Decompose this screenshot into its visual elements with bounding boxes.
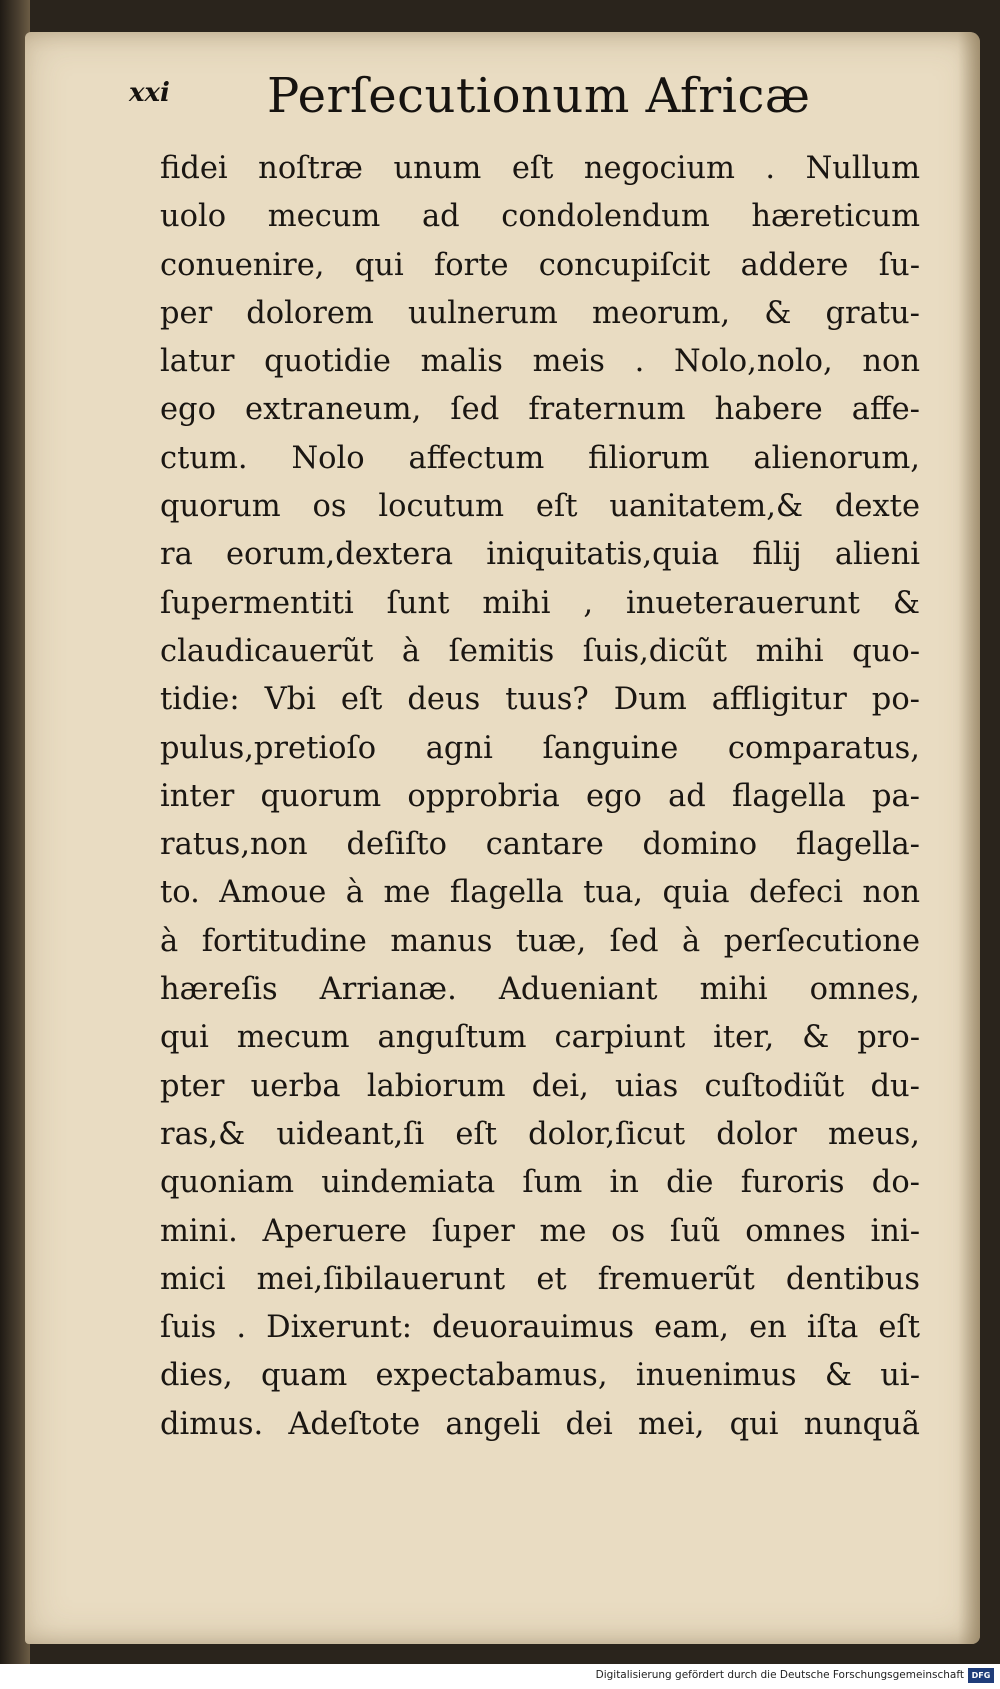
- dfg-logo: DFG: [968, 1668, 994, 1683]
- text-line: to. Amoue à me flagella tua, quia defeci non: [160, 875, 920, 911]
- text-line: mici mei,ſibilauerunt et fremuerũt dentibus: [160, 1261, 920, 1297]
- footer-bar: [0, 1664, 1000, 1689]
- text-line: pulus,pretioſo agni ſanguine comparatus,: [160, 730, 920, 766]
- text-line: latur quotidie malis meis . Nolo,nolo, non: [160, 344, 920, 380]
- text-line: hæreſis Arrianæ. Adueniant mihi omnes,: [160, 972, 920, 1008]
- text-line: dies, quam expectabamus, inuenimus & ui-: [160, 1358, 920, 1394]
- text-line: quorum os locutum eſt uanitatem,& dexte: [160, 489, 920, 525]
- text-line: fidei noſtræ unum eſt negocium . Nullum: [160, 151, 920, 186]
- footer-credit: Digitalisierung gefördert durch die Deutsche Forschungsgemeinschaft: [595, 1669, 964, 1681]
- text-line: tidie: Vbi eſt deus tuus? Dum affligitur po-: [160, 682, 920, 718]
- text-line: ra eorum,dextera iniquitatis,quia filij alieni: [160, 537, 920, 573]
- text-line: claudicauerũt à ſemitis ſuis,dicũt mihi quo-: [160, 633, 920, 669]
- text-line: ſuis . Dixerunt: deuorauimus eam, en iſta eſt: [160, 1310, 920, 1346]
- text-line: ratus,non deſiſto cantare domino flagella-: [160, 827, 920, 863]
- text-line: ras,& uideant,ſi eſt dolor,ſicut dolor meus,: [160, 1116, 920, 1152]
- folio-number: xxi: [129, 78, 170, 108]
- text-line: per dolorem uulnerum meorum, & gratu-: [160, 295, 920, 331]
- text-line: mini. Aperuere ſuper me os ſuũ omnes ini-: [160, 1213, 920, 1249]
- text-line: uolo mecum ad condolendum hæreticum: [160, 199, 920, 235]
- text-line: dimus. Adeſtote angeli dei mei, qui nunquã: [160, 1406, 920, 1442]
- page-fore-edge-shadow: [958, 32, 980, 1644]
- text-line: ego extraneum, ſed fraternum habere affe-: [160, 392, 920, 428]
- text-line: inter quorum opprobria ego ad flagella pa-: [160, 778, 920, 814]
- text-line: ctum. Nolo affectum filiorum alienorum,: [160, 440, 920, 476]
- text-line: ſupermentiti ſunt mihi , inueterauerunt &: [160, 585, 920, 621]
- page-header: [127, 60, 907, 140]
- text-line: à fortitudine manus tuæ, ſed à perſecutione: [160, 923, 920, 959]
- text-line: conuenire, qui forte concupiſcit addere ſu-: [160, 247, 920, 283]
- text-line: qui mecum anguſtum carpiunt iter, & pro-: [160, 1020, 920, 1056]
- running-title: Perſecutionum Africæ: [267, 68, 811, 124]
- text-line: quoniam uindemiata ſum in die furoris do-: [160, 1165, 920, 1201]
- text-line: pter uerba labiorum dei, uias cuſtodiũt du-: [160, 1068, 920, 1104]
- text-block: [160, 145, 920, 1449]
